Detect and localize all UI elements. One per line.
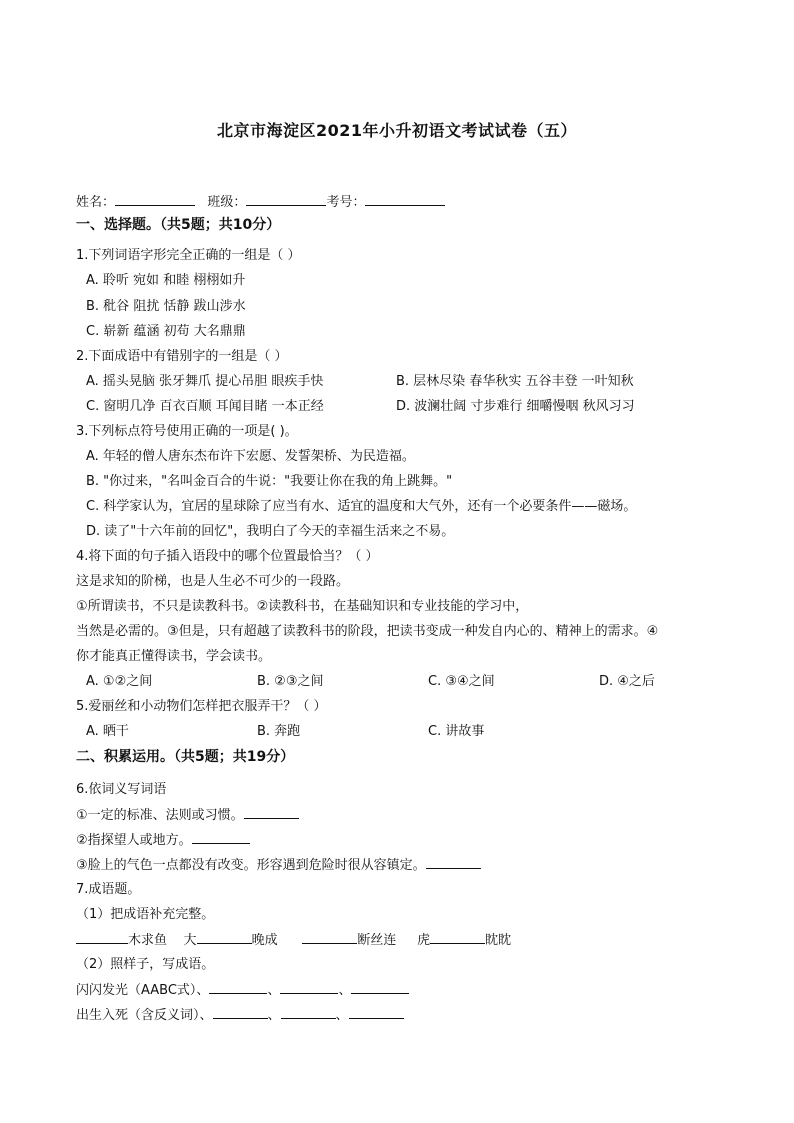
example2-blank-1[interactable] bbox=[213, 1006, 268, 1019]
exam-no-blank[interactable] bbox=[365, 193, 445, 206]
q4-passage-line1: ①所谓读书，不只是读教科书。②读教科书，在基础知识和专业技能的学习中， bbox=[76, 599, 529, 614]
q4-passage-line2: 当然是必需的。③但是，只有超越了读教科书的阶段，把读书变成一种发自内心的、精神上的需求。④ bbox=[76, 624, 659, 639]
q4-sentence: 这是求知的阶梯，也是人生必不可少的一段路。 bbox=[76, 574, 350, 589]
q6-item1-text: ①一定的标准、法则或习惯。 bbox=[76, 808, 244, 823]
example2-sep-2: 、 bbox=[335, 1008, 349, 1023]
section1-heading: 一、选择题。（共5题；共10分） bbox=[76, 217, 281, 233]
example1-sep-1: 、 bbox=[267, 983, 281, 998]
idiom-blank-1[interactable] bbox=[76, 931, 128, 944]
q7-idiom-row bbox=[76, 931, 511, 950]
q4-option-d[interactable]: D. ④之后 bbox=[599, 674, 655, 689]
q3-option-a[interactable]: A. 年轻的僧人唐东杰布许下宏愿、发誓架桥、为民造福。 bbox=[86, 449, 415, 464]
idiom-text-1: 木求鱼 bbox=[128, 933, 168, 948]
q7-sub2: （2）照样子，写成语。 bbox=[76, 957, 215, 972]
class-blank[interactable] bbox=[246, 193, 326, 206]
idiom-text-3: 晚成 bbox=[251, 933, 278, 948]
q6-item3-blank[interactable] bbox=[426, 856, 481, 869]
q6-item1 bbox=[76, 806, 299, 825]
class-label: 班级： bbox=[207, 195, 247, 210]
q6-item3 bbox=[76, 856, 481, 875]
q7-sub1: （1）把成语补充完整。 bbox=[76, 907, 215, 922]
example2-sep-1: 、 bbox=[267, 1008, 281, 1023]
q6-item2 bbox=[76, 831, 250, 850]
q1-option-c[interactable]: C. 崭新 蕴涵 初苟 大名鼎鼎 bbox=[86, 324, 246, 339]
example1-sep-2: 、 bbox=[338, 983, 352, 998]
q2-option-d[interactable]: D. 波澜壮阔 寸步难行 细嚼慢咽 秋风习习 bbox=[396, 399, 635, 414]
name-label: 姓名： bbox=[76, 195, 116, 210]
q6-item3-text: ③脸上的气色一点都没有改变。形容遇到危险时很从容镇定。 bbox=[76, 858, 426, 873]
q1-option-b[interactable]: B. 秕谷 阻扰 恬静 跋山涉水 bbox=[86, 299, 246, 314]
q5-option-c[interactable]: C. 讲故事 bbox=[428, 724, 485, 739]
q2-stem: 2.下面成语中有错别字的一组是（ ） bbox=[76, 349, 288, 364]
example1-text: 闪闪发光（AABC式）、 bbox=[76, 983, 210, 998]
q4-option-b[interactable]: B. ②③之间 bbox=[257, 674, 324, 689]
idiom-text-2: 大 bbox=[183, 933, 197, 948]
q3-option-c[interactable]: C. 科学家认为，宜居的星球除了应当有水、适宜的温度和大气外，还有一个必要条件——磁场。 bbox=[86, 499, 637, 514]
idiom-text-4: 断丝连 bbox=[357, 933, 397, 948]
student-info-row bbox=[76, 193, 445, 212]
example2-blank-3[interactable] bbox=[349, 1006, 404, 1019]
q5-option-b[interactable]: B. 奔跑 bbox=[257, 724, 301, 739]
idiom-blank-4[interactable] bbox=[430, 931, 485, 944]
q4-passage-line3: 你才能真正懂得读书，学会读书。 bbox=[76, 649, 272, 664]
page-title: 北京市海淀区2021年小升初语文考试试卷（五） bbox=[216, 121, 578, 140]
q2-option-c[interactable]: C. 窗明几净 百衣百顺 耳闻目睹 一本正经 bbox=[86, 399, 324, 414]
q1-option-a[interactable]: A. 聆听 宛如 和睦 栩栩如升 bbox=[86, 273, 246, 288]
q1-stem: 1.下列词语字形完全正确的一组是（ ） bbox=[76, 248, 301, 263]
example1-blank-2[interactable] bbox=[280, 981, 338, 994]
q6-item2-blank[interactable] bbox=[192, 831, 250, 844]
q6-item1-blank[interactable] bbox=[244, 806, 299, 819]
q5-option-a[interactable]: A. 晒干 bbox=[86, 724, 129, 739]
q6-item2-text: ②指探望人或地方。 bbox=[76, 833, 192, 848]
q3-stem: 3.下列标点符号使用正确的一项是( )。 bbox=[76, 424, 298, 439]
idiom-blank-3[interactable] bbox=[302, 931, 357, 944]
idiom-text-5: 虎 bbox=[417, 933, 431, 948]
q5-stem: 5.爱丽丝和小动物们怎样把衣服弄干？（ ） bbox=[76, 699, 327, 714]
example2-blank-2[interactable] bbox=[281, 1006, 336, 1019]
q7-example2 bbox=[76, 1006, 404, 1025]
name-blank[interactable] bbox=[115, 193, 195, 206]
idiom-blank-2[interactable] bbox=[197, 931, 252, 944]
q2-option-b[interactable]: B. 层林尽染 春华秋实 五谷丰登 一叶知秋 bbox=[396, 374, 634, 389]
exam-no-label: 考号： bbox=[326, 195, 366, 210]
q7-example1 bbox=[76, 981, 409, 1000]
example1-blank-1[interactable] bbox=[209, 981, 267, 994]
section2-heading: 二、积累运用。（共5题；共19分） bbox=[76, 749, 295, 765]
q3-option-d[interactable]: D. 读了"十六年前的回忆"，我明白了今天的幸福生活来之不易。 bbox=[86, 524, 455, 539]
q7-stem: 7.成语题。 bbox=[76, 882, 141, 897]
example1-blank-3[interactable] bbox=[351, 981, 409, 994]
q4-stem: 4.将下面的句子插入语段中的哪个位置最恰当？（ ） bbox=[76, 549, 379, 564]
example2-text: 出生入死（含反义词）、 bbox=[76, 1008, 213, 1023]
q6-stem: 6.依词义写词语 bbox=[76, 782, 167, 797]
q4-option-a[interactable]: A. ①②之间 bbox=[86, 674, 153, 689]
q3-option-b[interactable]: B. "你过来，"名叫金百合的牛说："我要让你在我的角上跳舞。" bbox=[86, 474, 453, 489]
q2-option-a[interactable]: A. 摇头晃脑 张牙舞爪 提心吊胆 眼疾手快 bbox=[86, 374, 324, 389]
idiom-text-6: 眈眈 bbox=[485, 933, 512, 948]
q4-option-c[interactable]: C. ③④之间 bbox=[428, 674, 495, 689]
